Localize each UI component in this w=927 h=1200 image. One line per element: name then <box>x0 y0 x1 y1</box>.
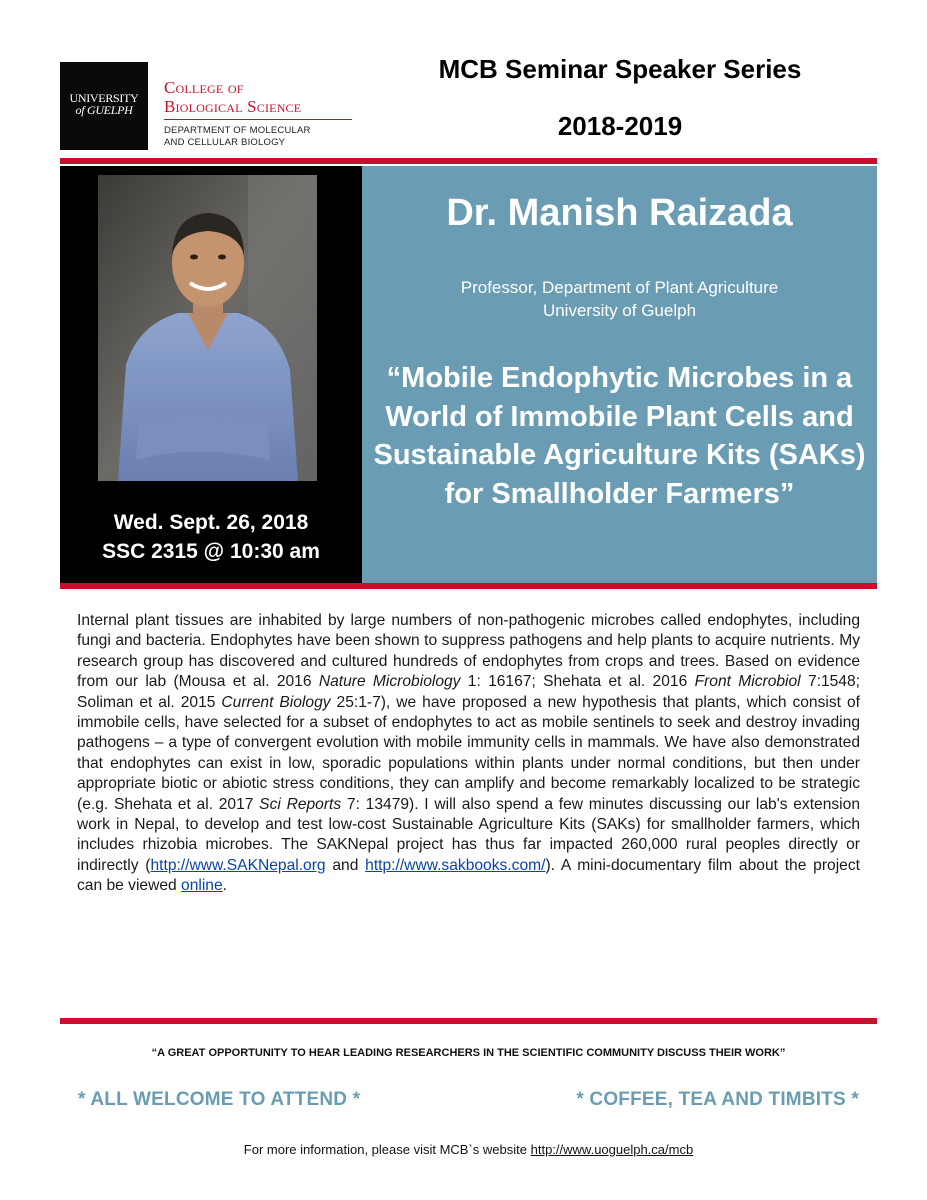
speaker-affiliation <box>362 276 877 322</box>
abstract-segment: and <box>325 856 366 874</box>
journal-name: Nature Microbiology <box>318 673 461 691</box>
speaker-name: Dr. Manish Raizada <box>446 192 793 234</box>
event-datetime <box>60 508 362 566</box>
abstract-segment: . <box>222 877 227 895</box>
online-film-link[interactable]: online <box>181 877 223 895</box>
college-line-2: Biological Science <box>164 97 302 116</box>
journal-name: Front Microbiol <box>694 673 801 691</box>
event-location: SSC 2315 @ 10:30 am <box>102 540 320 563</box>
abstract-segment: 7: 13479). I will also spend a few minutes discussing our lab's extension work in Nepal, to develop and test low-cost Sustainable Agriculture Kits (SAKs) for smallholder farmers, which includes rhizobia microbes. The SAKNepal project has thus far impacted 260,000 rural peoples directly or indirectly ( <box>77 795 860 874</box>
speaker-institution: University of Guelph <box>542 301 697 320</box>
abstract-segment: 25:1-7), we have proposed a new hypothesis that plants, which consist of immobile cells, have selected for a subset of endophytes to act as mobile sentinels to seek and destroy invading pathogens – a type of convergent evolution with mobile immunity cells in mammals. We have also demonstrated that endophytes can exist in low, sporadic populations within plants under normal conditions, but then under appropriate biotic or abiotic stress conditions, they can amplify and become remarkably localized to be strategic (e.g. Shehata et al. 2017 <box>77 693 860 813</box>
speaker-portrait-image <box>98 175 317 481</box>
top-divider <box>60 158 877 164</box>
mcb-website-link[interactable]: http://www.uoguelph.ca/mcb <box>530 1142 694 1157</box>
abstract-text <box>77 611 860 897</box>
sakbooks-link[interactable]: http://www.sakbooks.com/ <box>365 856 546 874</box>
college-rule <box>164 119 352 120</box>
college-name <box>164 78 301 116</box>
dept-line-1: DEPARTMENT OF MOLECULAR <box>164 125 311 136</box>
abstract-segment: 1: 16167; Shehata et al. 2016 <box>460 673 695 691</box>
speaker-photo <box>98 175 317 481</box>
talk-title: “Mobile Endophytic Microbes in a World of Immobile Plant Cells and Sustainable Agriculture Kits (SAKs) for Smallholder Farmers” <box>373 362 866 510</box>
abstract-segment: Internal plant tissues are inhabited by large numbers of non-pathogenic microbes called endophytes, including fungi and bacteria. Endophytes have been shown to suppress pathogens and help plants to acquire nutrients. My research group has discovered and cultured hundreds of endophytes from crops and trees. Based on evidence from our lab (Mousa et al. 2016 <box>77 612 860 691</box>
university-logo <box>60 62 148 150</box>
event-date: Wed. Sept. 26, 2018 <box>113 511 309 534</box>
abstract-segment: ). A mini-documentary film about the project can be viewed <box>77 856 860 895</box>
dept-line-2: AND CELLULAR BIOLOGY <box>164 137 286 148</box>
college-line-1: College of <box>164 78 244 97</box>
abstract-segment: 7:1548; Soliman et al. 2015 <box>77 673 860 711</box>
middle-divider <box>60 583 877 589</box>
saknepal-link[interactable]: http://www.SAKNepal.org <box>150 856 326 874</box>
more-info <box>60 1142 877 1157</box>
welcome-note: * ALL WELCOME TO ATTEND * <box>78 1089 361 1110</box>
logo-line-1: UNIVERSITY <box>69 91 139 105</box>
logo-line-2: of GUELPH <box>75 103 133 117</box>
journal-name: Current Biology <box>221 693 331 711</box>
series-title: MCB Seminar Speaker Series <box>438 54 802 84</box>
speaker-title: Professor, Department of Plant Agriculture <box>460 278 779 297</box>
series-years: 2018-2019 <box>557 111 683 141</box>
bottom-divider <box>60 1018 877 1024</box>
journal-name: Sci Reports <box>259 795 342 813</box>
department-name <box>164 125 311 149</box>
info-text: For more information, please visit MCB`s website <box>243 1142 531 1157</box>
refreshments-note: * COFFEE, TEA AND TIMBITS * <box>576 1089 859 1110</box>
tagline-quote: “A GREAT OPPORTUNITY TO HEAR LEADING RESEARCHERS IN THE SCIENTIFIC COMMUNITY DISCUSS THEIR WORK” <box>151 1047 786 1059</box>
logo-text <box>60 92 148 116</box>
